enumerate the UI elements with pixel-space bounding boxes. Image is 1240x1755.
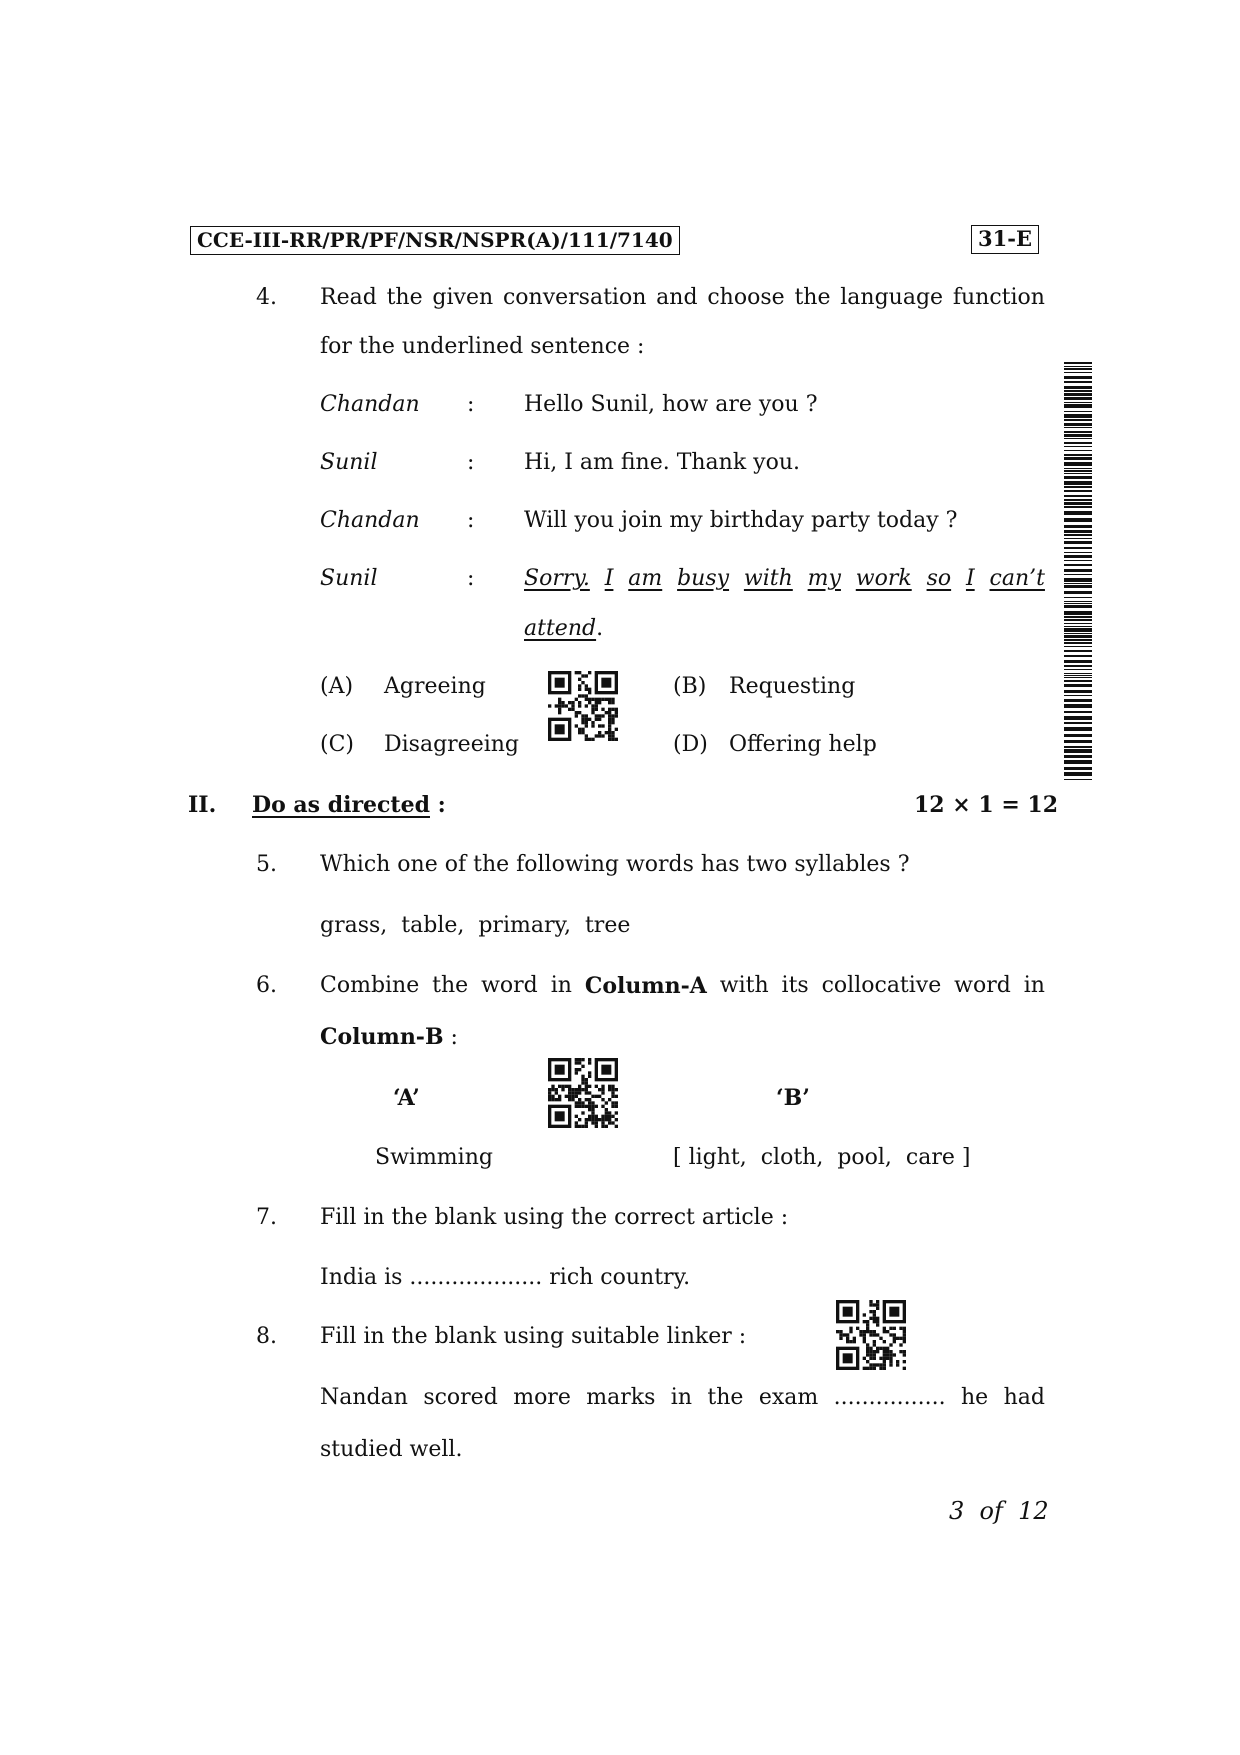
question-word: function [952,285,1045,310]
option-c-label: (C) [320,732,354,757]
page-number: 3 of 12 [949,1497,1049,1525]
dialogue-speaker: Sunil [320,566,378,591]
dialogue-colon: : [467,508,475,533]
option-d-text: Offering help [729,732,877,757]
dialogue-speaker: Chandan [320,508,420,533]
underlined-word: so [926,566,952,591]
sentence-word: marks [586,1385,656,1410]
underlined-sentence-line2: attend. [524,616,604,641]
q5-question: Which one of the following words has two syllables ? [320,852,910,877]
q4-question-line2: for the underlined sentence : [320,334,645,359]
q8-question: Fill in the blank using suitable linker : [320,1324,747,1349]
sentence-word: exam [758,1385,819,1410]
option-d-label: (D) [673,732,708,757]
question-word: Read [320,285,377,310]
q6-question-line1 [320,973,1045,999]
question-word: in [1023,973,1045,998]
q7-number: 7. [256,1205,277,1230]
question-word: the [794,285,831,310]
dialogue-colon: : [467,392,475,417]
option-a-text: Agreeing [384,674,486,699]
option-c-text: Disagreeing [384,732,520,757]
underlined-word: I [604,566,614,591]
underlined-word: my [807,566,841,591]
sentence-word: he [960,1385,989,1410]
sentence-word: Nandan [320,1385,408,1410]
underlined-sentence-line1 [524,566,1045,591]
question-word: conversation [502,285,647,310]
dialogue-colon: : [467,566,475,591]
underlined-word: am [628,566,663,591]
paper-code: 31-E [971,225,1039,254]
column-a-label: Column-A [584,973,707,999]
section-marks: 12 × 1 = 12 [914,792,1059,818]
option-b-label: (B) [673,674,707,699]
column-a-header: ‘A’ [393,1085,420,1111]
question-word: Combine [320,973,420,998]
barcode-icon [1064,362,1092,787]
underlined-word: can’t [989,566,1045,591]
sentence-word: scored [423,1385,498,1410]
dialogue-line: Hi, I am fine. Thank you. [524,450,800,475]
q8-sentence-line1 [320,1385,1045,1410]
question-word: and [656,285,698,310]
underlined-word: busy [677,566,730,591]
qr-code-icon [548,671,618,741]
qr-code-icon [548,1058,618,1128]
column-a-word: Swimming [375,1145,493,1170]
q6-number: 6. [256,973,277,998]
q5-word-list: grass, table, primary, tree [320,913,631,938]
qr-code-icon [836,1300,906,1370]
underlined-word: Sorry. [524,566,590,591]
question-word: word [481,973,538,998]
option-a-label: (A) [320,674,354,699]
dialogue-speaker: Chandan [320,392,420,417]
underlined-word: with [743,566,793,591]
question-word: language [840,285,944,310]
sentence-word: ................ [833,1385,946,1410]
dialogue-speaker: Sunil [320,450,378,475]
sentence-word: more [513,1385,571,1410]
column-b-header: ‘B’ [776,1085,810,1111]
sentence-word: in [670,1385,693,1410]
section-roman-numeral: II. [188,792,217,818]
q8-number: 8. [256,1324,277,1349]
dialogue-colon: : [467,450,475,475]
q4-number: 4. [256,285,277,310]
question-word: its [781,973,809,998]
q7-sentence: India is ................... rich country. [320,1265,691,1290]
section-title: Do as directed : [252,792,446,818]
question-word: collocative [821,973,942,998]
exam-code: CCE-III-RR/PR/PF/NSR/NSPR(A)/111/7140 [190,226,680,255]
question-word: given [432,285,494,310]
question-word: word [954,973,1011,998]
option-b-text: Requesting [729,674,856,699]
question-word: in [550,973,572,998]
question-word: the [386,285,423,310]
sentence-word: the [707,1385,744,1410]
q5-number: 5. [256,852,277,877]
question-word: choose [707,285,785,310]
dialogue-line: Will you join my birthday party today ? [524,508,958,533]
column-b-words: [ light, cloth, pool, care ] [673,1145,971,1170]
q6-question-line2: Column-B : [320,1024,458,1050]
q4-question-line1 [320,285,1045,310]
q8-sentence-line2: studied well. [320,1437,463,1462]
question-word: with [719,973,769,998]
sentence-word: had [1003,1385,1045,1410]
dialogue-line: Hello Sunil, how are you ? [524,392,818,417]
underlined-word: I [965,566,975,591]
q7-question: Fill in the blank using the correct article : [320,1205,789,1230]
underlined-word: work [855,566,912,591]
question-word: the [432,973,469,998]
